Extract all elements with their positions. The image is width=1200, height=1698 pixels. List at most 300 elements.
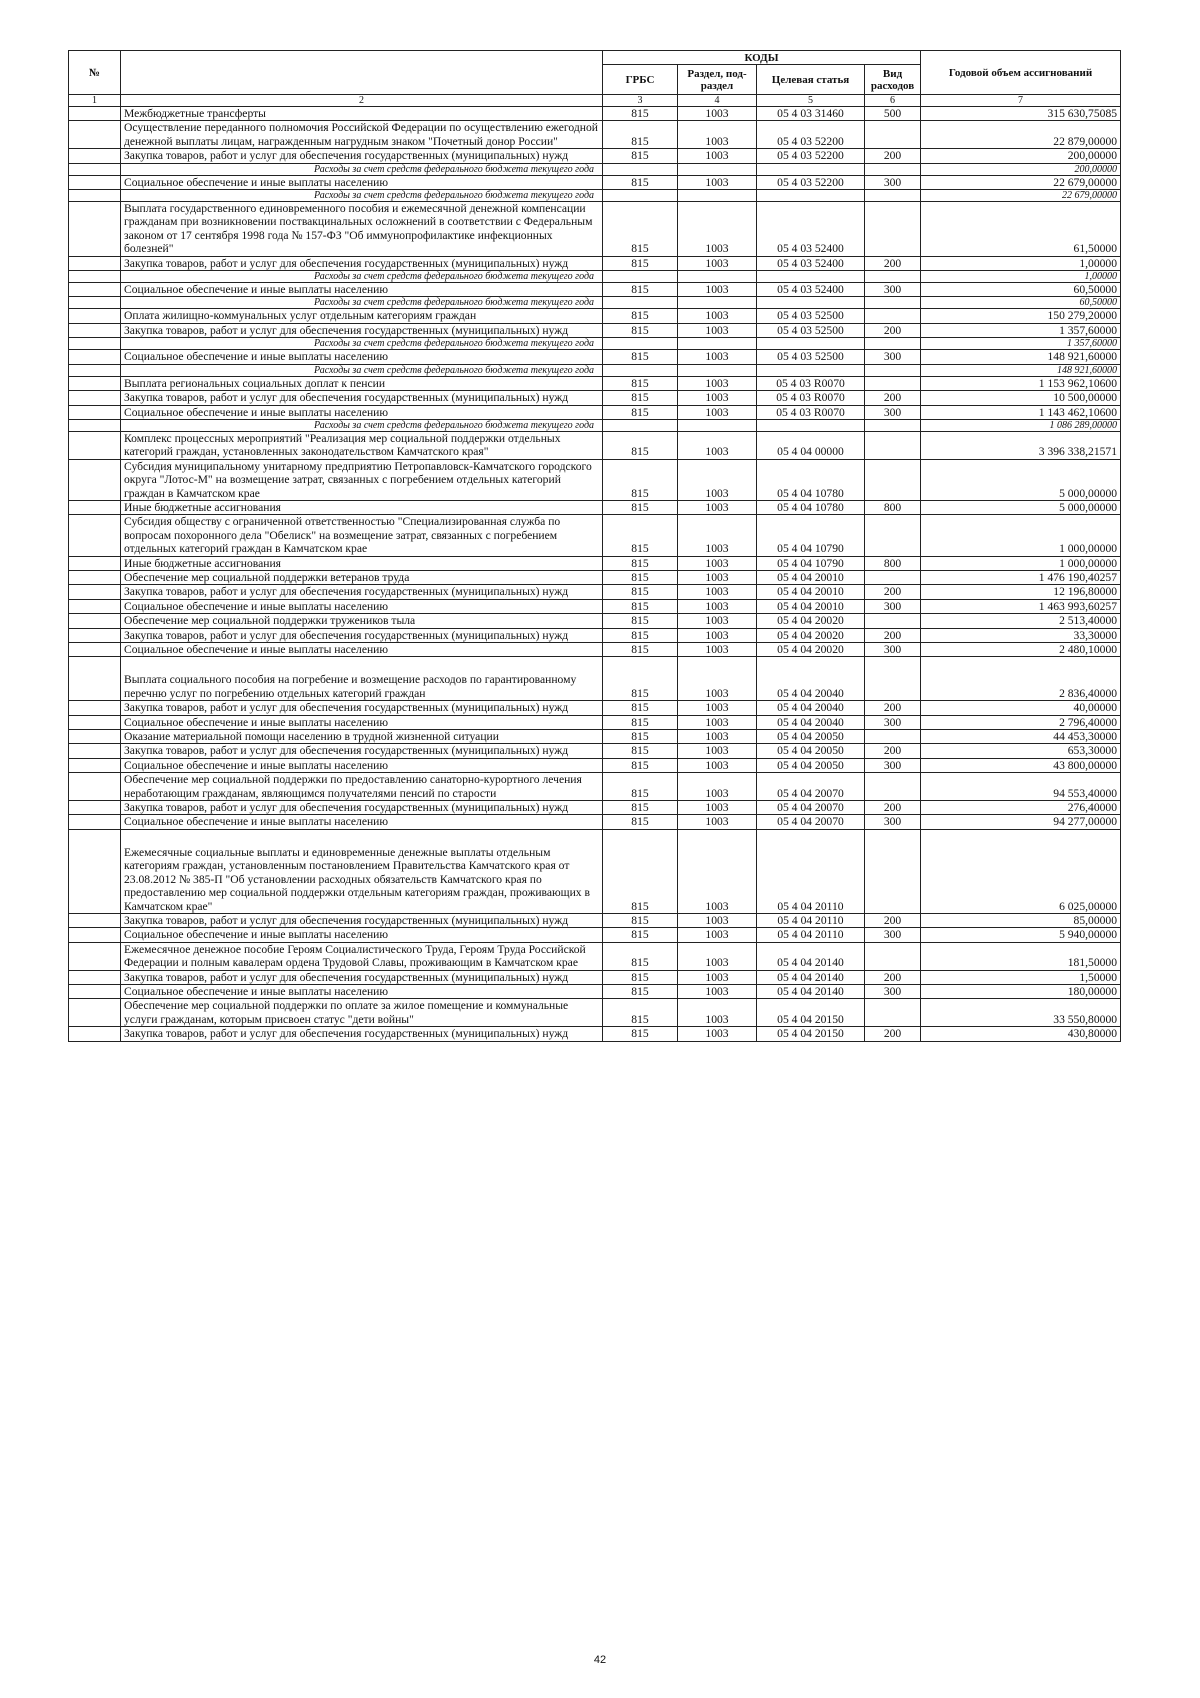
row-grbs: 815: [603, 657, 678, 701]
row-number-cell: [69, 376, 121, 390]
row-description: Расходы за счет средств федерального бюджета текущего года: [121, 271, 603, 283]
row-amount: 22 679,00000: [921, 175, 1121, 189]
row-number-cell: [69, 744, 121, 758]
row-razdel: [678, 163, 757, 175]
row-vid: [865, 431, 921, 459]
row-grbs: 815: [603, 1027, 678, 1041]
row-amount: 94 553,40000: [921, 773, 1121, 801]
row-article: [757, 271, 865, 283]
row-description: Выплата государственного единовременного пособия и ежемесячной денежной компенсации гражданам при возникновении поствакцинальных осложнений в соответствии с Федеральным законом от 17 сентября 1998 года № 157-ФЗ "Об иммунопрофилактике инфекционных болезней": [121, 202, 603, 257]
row-grbs: 815: [603, 405, 678, 419]
row-number-cell: [69, 149, 121, 163]
row-description: Закупка товаров, работ и услуг для обеспечения государственных (муниципальных) нужд: [121, 744, 603, 758]
row-amount: 1 476 190,40257: [921, 570, 1121, 584]
row-amount: 653,30000: [921, 744, 1121, 758]
row-number-cell: [69, 431, 121, 459]
row-number-cell: [69, 405, 121, 419]
row-razdel: 1003: [678, 801, 757, 815]
row-description: Субсидия муниципальному унитарному предприятию Петропавловск-Камчатского городского округа "Лотос-М" на возмещение затрат, связанных с погребением отдельных категорий граждан в Камчатском крае: [121, 459, 603, 500]
row-grbs: 815: [603, 913, 678, 927]
row-amount: 61,50000: [921, 202, 1121, 257]
table-row: [69, 801, 1121, 815]
row-number-cell: [69, 107, 121, 121]
row-vid: 200: [865, 801, 921, 815]
row-amount: 1,00000: [921, 256, 1121, 270]
row-description: Обеспечение мер социальной поддержки по оплате за жилое помещение и коммунальные услуги гражданам, которым присвоен статус "дети войны": [121, 999, 603, 1027]
row-vid: [865, 297, 921, 309]
row-vid: 800: [865, 556, 921, 570]
row-amount: 181,50000: [921, 942, 1121, 970]
row-vid: [865, 515, 921, 556]
row-description: Обеспечение мер социальной поддержки по предоставлению санаторно-курортного лечения неработающим гражданам, являющимся получателями пенсий по старости: [121, 773, 603, 801]
row-description: Социальное обеспечение и иные выплаты населению: [121, 283, 603, 297]
row-article: 05 4 03 R0070: [757, 405, 865, 419]
row-grbs: [603, 190, 678, 202]
row-razdel: 1003: [678, 829, 757, 913]
row-vid: 200: [865, 970, 921, 984]
row-article: [757, 190, 865, 202]
row-vid: [865, 163, 921, 175]
row-razdel: 1003: [678, 599, 757, 613]
row-amount: 200,00000: [921, 149, 1121, 163]
row-amount: 1,50000: [921, 970, 1121, 984]
header-codes: КОДЫ: [603, 51, 921, 65]
row-amount: 1 086 289,00000: [921, 419, 1121, 431]
row-description: Социальное обеспечение и иные выплаты населению: [121, 758, 603, 772]
table-row: [69, 376, 1121, 390]
row-number-cell: [69, 283, 121, 297]
row-grbs: 815: [603, 121, 678, 149]
row-vid: [865, 829, 921, 913]
row-vid: [865, 730, 921, 744]
row-razdel: 1003: [678, 376, 757, 390]
table-row-funding-note: [69, 190, 1121, 202]
row-amount: 60,50000: [921, 283, 1121, 297]
row-description: Субсидия обществу с ограниченной ответственностью "Специализированная служба по вопросам похоронного дела "Обелиск" на возмещение затрат, связанных с погребением отдельных категорий граждан в Камчатском крае: [121, 515, 603, 556]
row-article: 05 4 04 20020: [757, 643, 865, 657]
row-grbs: 815: [603, 829, 678, 913]
row-description: Обеспечение мер социальной поддержки ветеранов труда: [121, 570, 603, 584]
row-article: 05 4 04 10790: [757, 515, 865, 556]
row-grbs: 815: [603, 202, 678, 257]
row-amount: 1,00000: [921, 271, 1121, 283]
row-vid: [865, 942, 921, 970]
row-number-cell: [69, 913, 121, 927]
header-amount: Годовой объем ассигнований: [921, 51, 1121, 95]
row-number-cell: [69, 815, 121, 829]
row-article: 05 4 03 52500: [757, 350, 865, 364]
row-description: Межбюджетные трансферты: [121, 107, 603, 121]
row-description: Расходы за счет средств федерального бюджета текущего года: [121, 190, 603, 202]
table-body: [69, 107, 1121, 1042]
row-description: Расходы за счет средств федерального бюджета текущего года: [121, 338, 603, 350]
row-grbs: 815: [603, 643, 678, 657]
row-article: 05 4 04 20140: [757, 984, 865, 998]
row-razdel: 1003: [678, 913, 757, 927]
row-vid: [865, 121, 921, 149]
row-description: Социальное обеспечение и иные выплаты населению: [121, 984, 603, 998]
row-grbs: [603, 163, 678, 175]
row-vid: 300: [865, 758, 921, 772]
row-razdel: 1003: [678, 283, 757, 297]
row-number-cell: [69, 999, 121, 1027]
table-row: [69, 744, 1121, 758]
row-article: 05 4 04 20110: [757, 913, 865, 927]
row-vid: 800: [865, 500, 921, 514]
row-vid: [865, 419, 921, 431]
row-amount: 276,40000: [921, 801, 1121, 815]
table-row-funding-note: [69, 297, 1121, 309]
row-number-cell: [69, 758, 121, 772]
row-razdel: 1003: [678, 730, 757, 744]
row-article: 05 4 03 52200: [757, 149, 865, 163]
row-grbs: 815: [603, 984, 678, 998]
row-razdel: 1003: [678, 515, 757, 556]
row-razdel: 1003: [678, 202, 757, 257]
row-vid: 300: [865, 599, 921, 613]
row-razdel: 1003: [678, 570, 757, 584]
row-grbs: 815: [603, 556, 678, 570]
row-number-cell: [69, 297, 121, 309]
row-grbs: 815: [603, 970, 678, 984]
row-razdel: [678, 419, 757, 431]
row-number-cell: [69, 970, 121, 984]
row-razdel: 1003: [678, 928, 757, 942]
row-razdel: 1003: [678, 256, 757, 270]
row-description: Социальное обеспечение и иные выплаты населению: [121, 599, 603, 613]
table-row: [69, 758, 1121, 772]
row-grbs: 815: [603, 815, 678, 829]
row-razdel: 1003: [678, 657, 757, 701]
row-amount: 12 196,80000: [921, 585, 1121, 599]
row-description: Закупка товаров, работ и услуг для обеспечения государственных (муниципальных) нужд: [121, 149, 603, 163]
row-vid: [865, 364, 921, 376]
row-article: 05 4 04 20010: [757, 570, 865, 584]
row-grbs: 815: [603, 459, 678, 500]
row-article: 05 4 04 10780: [757, 500, 865, 514]
row-amount: 2 836,40000: [921, 657, 1121, 701]
row-razdel: 1003: [678, 773, 757, 801]
row-vid: [865, 999, 921, 1027]
row-number-cell: [69, 599, 121, 613]
row-razdel: 1003: [678, 744, 757, 758]
row-razdel: 1003: [678, 628, 757, 642]
row-number-cell: [69, 391, 121, 405]
row-grbs: [603, 271, 678, 283]
row-grbs: [603, 297, 678, 309]
header-description: [121, 51, 603, 95]
row-number-cell: [69, 570, 121, 584]
row-amount: 1 143 462,10600: [921, 405, 1121, 419]
row-vid: 200: [865, 913, 921, 927]
row-description: Социальное обеспечение и иные выплаты населению: [121, 815, 603, 829]
row-grbs: 815: [603, 376, 678, 390]
row-razdel: 1003: [678, 149, 757, 163]
row-article: 05 4 04 20070: [757, 815, 865, 829]
row-grbs: 815: [603, 715, 678, 729]
row-amount: 430,80000: [921, 1027, 1121, 1041]
row-grbs: 815: [603, 323, 678, 337]
row-vid: [865, 459, 921, 500]
row-vid: [865, 376, 921, 390]
table-row: [69, 701, 1121, 715]
row-article: 05 4 04 20070: [757, 801, 865, 815]
header-index-3: 3: [603, 95, 678, 107]
row-number-cell: [69, 256, 121, 270]
row-razdel: 1003: [678, 701, 757, 715]
table-row: [69, 175, 1121, 189]
row-article: 05 4 04 10780: [757, 459, 865, 500]
row-grbs: 815: [603, 801, 678, 815]
row-number-cell: [69, 701, 121, 715]
row-razdel: 1003: [678, 715, 757, 729]
row-grbs: 815: [603, 431, 678, 459]
row-grbs: 815: [603, 744, 678, 758]
table-row: [69, 773, 1121, 801]
row-vid: 300: [865, 405, 921, 419]
row-amount: 1 357,60000: [921, 323, 1121, 337]
row-number-cell: [69, 1027, 121, 1041]
table-row: [69, 942, 1121, 970]
row-amount: 22 679,00000: [921, 190, 1121, 202]
row-razdel: [678, 271, 757, 283]
row-razdel: 1003: [678, 391, 757, 405]
row-description: Социальное обеспечение и иные выплаты населению: [121, 928, 603, 942]
row-amount: 5 000,00000: [921, 500, 1121, 514]
table-header: [69, 51, 1121, 107]
row-amount: 60,50000: [921, 297, 1121, 309]
table-row-funding-note: [69, 271, 1121, 283]
row-description: Выплата региональных социальных доплат к пенсии: [121, 376, 603, 390]
header-index-7: 7: [921, 95, 1121, 107]
row-grbs: 815: [603, 614, 678, 628]
table-row: [69, 556, 1121, 570]
row-description: Закупка товаров, работ и услуг для обеспечения государственных (муниципальных) нужд: [121, 585, 603, 599]
row-number-cell: [69, 614, 121, 628]
row-grbs: 815: [603, 515, 678, 556]
row-number-cell: [69, 338, 121, 350]
row-number-cell: [69, 715, 121, 729]
table-row: [69, 829, 1121, 913]
row-number-cell: [69, 175, 121, 189]
table-row: [69, 570, 1121, 584]
row-razdel: [678, 297, 757, 309]
row-description: Социальное обеспечение и иные выплаты населению: [121, 643, 603, 657]
row-grbs: 815: [603, 928, 678, 942]
table-row: [69, 715, 1121, 729]
row-article: 05 4 03 52200: [757, 175, 865, 189]
row-amount: 200,00000: [921, 163, 1121, 175]
row-article: 05 4 04 20020: [757, 628, 865, 642]
row-amount: 33,30000: [921, 628, 1121, 642]
table-row: [69, 815, 1121, 829]
row-razdel: 1003: [678, 459, 757, 500]
row-grbs: 815: [603, 500, 678, 514]
row-vid: [865, 338, 921, 350]
row-razdel: 1003: [678, 350, 757, 364]
row-number-cell: [69, 309, 121, 323]
table-row: [69, 149, 1121, 163]
row-razdel: 1003: [678, 1027, 757, 1041]
row-number-cell: [69, 829, 121, 913]
row-grbs: 815: [603, 773, 678, 801]
row-vid: [865, 190, 921, 202]
row-grbs: 815: [603, 730, 678, 744]
row-number-cell: [69, 928, 121, 942]
row-amount: 5 940,00000: [921, 928, 1121, 942]
row-razdel: 1003: [678, 942, 757, 970]
table-row: [69, 928, 1121, 942]
row-razdel: [678, 364, 757, 376]
row-grbs: 815: [603, 283, 678, 297]
row-description: Иные бюджетные ассигнования: [121, 500, 603, 514]
table-row: [69, 107, 1121, 121]
row-number-cell: [69, 801, 121, 815]
row-vid: [865, 614, 921, 628]
row-number-cell: [69, 657, 121, 701]
row-vid: 200: [865, 1027, 921, 1041]
row-number-cell: [69, 984, 121, 998]
row-razdel: 1003: [678, 309, 757, 323]
row-description: Закупка товаров, работ и услуг для обеспечения государственных (муниципальных) нужд: [121, 628, 603, 642]
row-description: Выплата социального пособия на погребение и возмещение расходов по гарантированному перечню услуг по погребению отдельных категорий граждан: [121, 657, 603, 701]
table-row: [69, 970, 1121, 984]
row-vid: [865, 309, 921, 323]
row-grbs: 815: [603, 175, 678, 189]
row-grbs: 815: [603, 309, 678, 323]
row-number-cell: [69, 364, 121, 376]
row-amount: 180,00000: [921, 984, 1121, 998]
table-row: [69, 283, 1121, 297]
row-razdel: 1003: [678, 984, 757, 998]
table-row: [69, 405, 1121, 419]
table-row: [69, 391, 1121, 405]
row-number-cell: [69, 643, 121, 657]
row-description: Закупка товаров, работ и услуг для обеспечения государственных (муниципальных) нужд: [121, 970, 603, 984]
row-number-cell: [69, 942, 121, 970]
row-description: Социальное обеспечение и иные выплаты населению: [121, 350, 603, 364]
row-number-cell: [69, 773, 121, 801]
table-row-funding-note: [69, 338, 1121, 350]
table-row: [69, 256, 1121, 270]
row-number-cell: [69, 556, 121, 570]
row-amount: 6 025,00000: [921, 829, 1121, 913]
row-article: [757, 419, 865, 431]
row-number-cell: [69, 628, 121, 642]
row-razdel: 1003: [678, 970, 757, 984]
row-amount: 315 630,75085: [921, 107, 1121, 121]
row-grbs: 815: [603, 942, 678, 970]
row-vid: 300: [865, 643, 921, 657]
row-description: Иные бюджетные ассигнования: [121, 556, 603, 570]
row-razdel: 1003: [678, 643, 757, 657]
row-number-cell: [69, 190, 121, 202]
table-row: [69, 628, 1121, 642]
row-description: Оказание материальной помощи населению в трудной жизненной ситуации: [121, 730, 603, 744]
row-vid: 500: [865, 107, 921, 121]
row-article: 05 4 03 R0070: [757, 391, 865, 405]
row-vid: [865, 657, 921, 701]
row-vid: 200: [865, 256, 921, 270]
row-article: 05 4 04 20040: [757, 657, 865, 701]
row-number-cell: [69, 515, 121, 556]
table-row: [69, 999, 1121, 1027]
row-description: Социальное обеспечение и иные выплаты населению: [121, 715, 603, 729]
row-vid: [865, 202, 921, 257]
header-index-6: 6: [865, 95, 921, 107]
row-number-cell: [69, 500, 121, 514]
row-amount: 2 513,40000: [921, 614, 1121, 628]
row-grbs: 815: [603, 256, 678, 270]
row-description: Расходы за счет средств федерального бюджета текущего года: [121, 163, 603, 175]
row-vid: 300: [865, 715, 921, 729]
table-row-funding-note: [69, 163, 1121, 175]
budget-allocations-table: [68, 50, 1121, 1042]
row-description: Закупка товаров, работ и услуг для обеспечения государственных (муниципальных) нужд: [121, 1027, 603, 1041]
row-description: Комплекс процессных мероприятий "Реализация мер социальной поддержки отдельных категорий граждан, установленных законодательством Камчатского края": [121, 431, 603, 459]
row-grbs: [603, 338, 678, 350]
row-amount: 148 921,60000: [921, 364, 1121, 376]
row-razdel: [678, 338, 757, 350]
table-row: [69, 1027, 1121, 1041]
row-grbs: [603, 364, 678, 376]
header-razdel: Раздел, под-раздел: [678, 65, 757, 95]
table-row: [69, 459, 1121, 500]
row-number-cell: [69, 121, 121, 149]
row-article: 05 4 04 20070: [757, 773, 865, 801]
row-vid: 200: [865, 149, 921, 163]
table-row: [69, 515, 1121, 556]
row-article: 05 4 04 10790: [757, 556, 865, 570]
row-razdel: 1003: [678, 500, 757, 514]
row-vid: 300: [865, 815, 921, 829]
header-vid: Вид расходов: [865, 65, 921, 95]
row-article: 05 4 03 52400: [757, 256, 865, 270]
row-description: Социальное обеспечение и иные выплаты населению: [121, 175, 603, 189]
row-vid: 200: [865, 628, 921, 642]
table-row: [69, 585, 1121, 599]
row-amount: 148 921,60000: [921, 350, 1121, 364]
row-article: 05 4 04 20150: [757, 1027, 865, 1041]
row-article: [757, 338, 865, 350]
table-row: [69, 657, 1121, 701]
row-razdel: 1003: [678, 758, 757, 772]
row-article: 05 4 04 20110: [757, 829, 865, 913]
row-vid: 200: [865, 585, 921, 599]
row-article: 05 4 04 20040: [757, 715, 865, 729]
row-amount: 40,00000: [921, 701, 1121, 715]
row-grbs: [603, 419, 678, 431]
row-number-cell: [69, 350, 121, 364]
row-article: 05 4 04 00000: [757, 431, 865, 459]
row-description: Закупка товаров, работ и услуг для обеспечения государственных (муниципальных) нужд: [121, 701, 603, 715]
row-amount: 1 463 993,60257: [921, 599, 1121, 613]
row-description: Расходы за счет средств федерального бюджета текущего года: [121, 297, 603, 309]
table-row: [69, 913, 1121, 927]
row-article: [757, 364, 865, 376]
table-row: [69, 500, 1121, 514]
table-row: [69, 614, 1121, 628]
row-amount: 3 396 338,21571: [921, 431, 1121, 459]
row-number-cell: [69, 202, 121, 257]
row-article: 05 4 04 20140: [757, 942, 865, 970]
row-amount: 1 357,60000: [921, 338, 1121, 350]
row-number-cell: [69, 419, 121, 431]
row-amount: 94 277,00000: [921, 815, 1121, 829]
header-index-1: 1: [69, 95, 121, 107]
row-article: 05 4 04 20150: [757, 999, 865, 1027]
row-article: [757, 163, 865, 175]
